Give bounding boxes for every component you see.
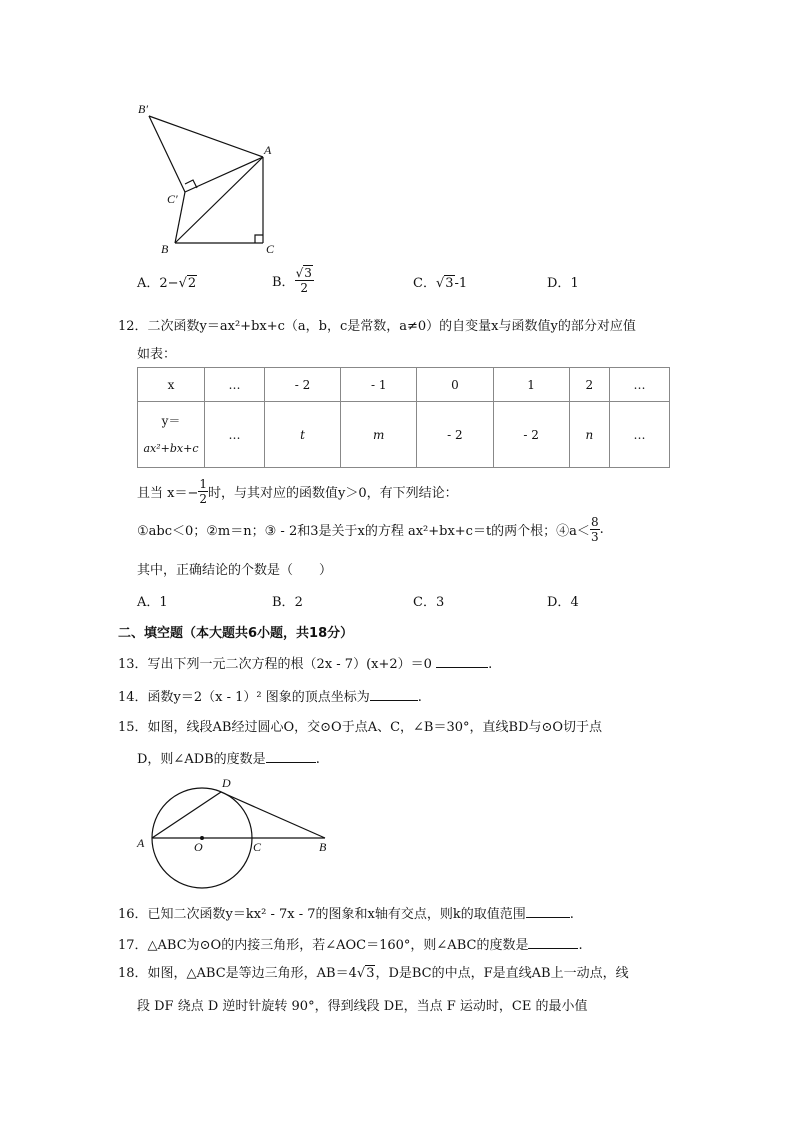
fig15-label-b: B [319, 840, 327, 854]
table-cell: - 2 [417, 402, 493, 468]
table-cell: x [138, 368, 205, 402]
table-cell: … [205, 402, 265, 468]
fig11-label-c: C [266, 242, 275, 256]
fig11-label-a: A [264, 143, 272, 157]
q11-option-d: D．1 [547, 276, 579, 291]
fig11-label-b: B [161, 242, 169, 256]
section-title: 二、填空题（本大题共6小题，共18分） [118, 626, 354, 641]
fig15-label-a: A [137, 836, 145, 850]
sqrt-symbol: √ [435, 276, 445, 291]
q11-option-a: A．2−√2 [137, 276, 197, 291]
fig15-label-c: C [253, 840, 262, 854]
q12-option-a: A．1 [137, 595, 168, 610]
q14: 14．函数y＝2（x - 1）² 图象的顶点坐标为 . [118, 690, 422, 705]
q11-option-c: C．√3-1 [413, 276, 468, 291]
fig15-label-d: D [222, 776, 231, 790]
table-cell: - 2 [493, 402, 569, 468]
q12-option-c: C．3 [413, 595, 445, 610]
answer-blank [528, 936, 578, 949]
fig11-label-b-prime: B′ [138, 102, 148, 116]
table-cell: 1 [493, 368, 569, 402]
table-cell: 2 [569, 368, 609, 402]
q12-stem-line2: 如表： [137, 347, 177, 362]
q12-option-d: D．4 [547, 595, 579, 610]
q12-stem-line1: 12．二次函数y＝ax²+bx+c（a，b，c是常数，a≠0）的自变量x与函数值y的部分对应值 [118, 319, 636, 334]
q18-line1: 18．如图，△ABC是等边三角形，AB＝4√3，D是BC的中点，F是直线AB上一动点，线 [118, 966, 629, 981]
table-cell: m [341, 402, 417, 468]
table-cell: - 2 [264, 368, 340, 402]
table-cell: … [610, 368, 670, 402]
table-cell: n [569, 402, 609, 468]
q11-option-b: B． $\frac{√3}{2}$ [272, 266, 312, 295]
table-cell: - 1 [341, 368, 417, 402]
table-cell: t [264, 402, 340, 468]
q12-condition: 且当 x＝− $\frac{1}{2}$ 时，与其对应的函数值y＞0，有下列结论： [137, 477, 458, 506]
table-cell: … [205, 368, 265, 402]
q12-question: 其中，正确结论的个数是（ ） [137, 563, 333, 578]
q13: 13．写出下列一元二次方程的根（2x - 7）(x+2）＝0 . [118, 657, 493, 672]
table-cell: 0 [417, 368, 493, 402]
fig15-label-o: O [194, 840, 203, 854]
answer-blank [526, 905, 570, 918]
y-equals: y＝ [161, 413, 181, 428]
q17: 17．△ABC为⊙O的内接三角形，若∠AOC＝160°，则∠ABC的度数是 . [118, 938, 583, 953]
q16: 16．已知二次函数y＝kx² - 7x - 7的图象和x轴有交点，则k的取值范围 . [118, 907, 574, 922]
sqrt-symbol: √ [178, 276, 187, 291]
table-cell: … [610, 402, 670, 468]
q18-line2: 段 DF 绕点 D 逆时针旋转 90°，得到线段 DE，当点 F 运动时，CE 的最小值 [137, 999, 588, 1014]
q12-conclusions: ①abc＜0；②m＝n；③ - 2和3是关于x的方程 ax²+bx+c＝t的两个根；④a＜ $\frac{8}{3}$ . [137, 515, 604, 544]
q15-line1: 15．如图，线段AB经过圆心O，交⊙O于点A、C，∠B＝30°，直线BD与⊙O切于点 [118, 720, 603, 735]
q15-line2: D，则∠ADB的度数是 . [137, 752, 320, 767]
q12-option-b: B．2 [272, 595, 303, 610]
y-expression: ax²+bx+c [143, 441, 199, 455]
fig11-label-c-prime: C′ [167, 192, 178, 206]
sqrt-symbol: √ [295, 266, 304, 280]
sqrt-symbol: √ [356, 966, 366, 981]
